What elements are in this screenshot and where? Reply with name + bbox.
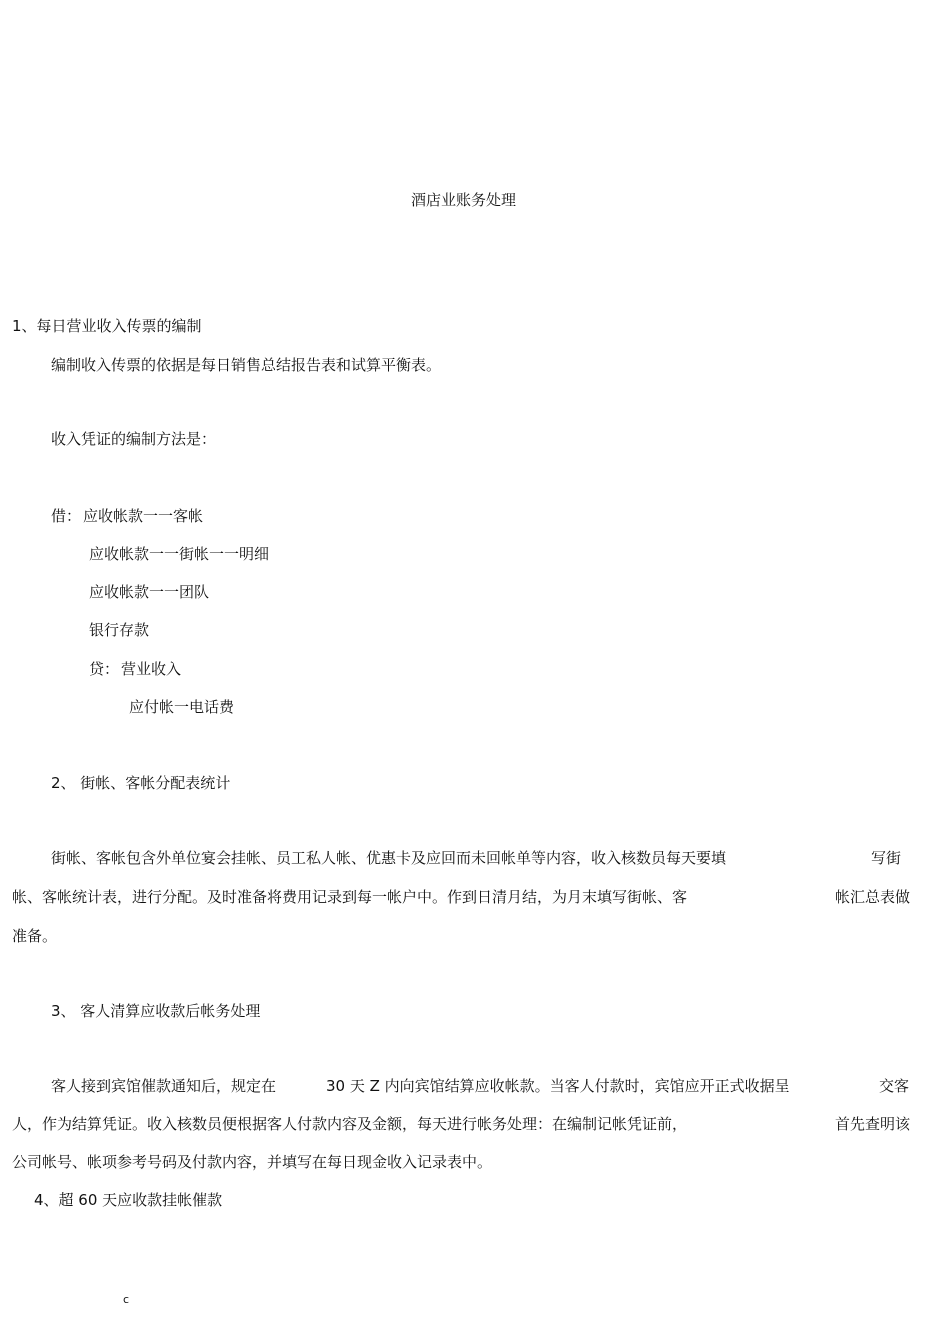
section-3-paragraph-line — [12, 1114, 910, 1134]
section-4-heading: 4、超 60 天应收款挂帐催款 — [34, 1191, 223, 1209]
document-title: 酒店业账务处理 — [411, 191, 517, 209]
credit-item: 应付帐一电话费 — [129, 698, 235, 716]
section-1-heading: 1、每日营业收入传票的编制 — [12, 317, 202, 335]
credit-item: 营业收入 — [121, 660, 182, 678]
footer-mark: c — [123, 1293, 130, 1306]
debit-item: 应收帐款一一客帐 — [83, 507, 204, 525]
section-2-heading: 2、 街帐、客帐分配表统计 — [51, 774, 231, 792]
text-segment: 30 天 Z 内向宾馆结算应收帐款。当客人付款时，宾馆应开正式收据呈 — [326, 1077, 790, 1095]
debit-item: 应收帐款一一街帐一一明细 — [89, 545, 270, 563]
text-segment: 首先查明该 — [834, 1115, 910, 1133]
section-1-basis: 编制收入传票的依据是每日销售总结报告表和试算平衡表。 — [51, 356, 442, 374]
section-2-paragraph-line — [12, 887, 910, 907]
debit-item: 应收帐款一一团队 — [89, 583, 210, 601]
text-segment: 帐汇总表做 — [834, 888, 910, 906]
section-3-heading: 3、 客人清算应收款后帐务处理 — [51, 1002, 261, 1020]
debit-item: 银行存款 — [89, 621, 150, 639]
debit-label: 借： — [51, 507, 82, 525]
text-segment: 写街 — [870, 849, 901, 867]
text-segment: 客人接到宾馆催款通知后，规定在 — [51, 1077, 277, 1095]
section-2-paragraph-line: 准备。 — [12, 927, 58, 945]
text-segment: 交客 — [879, 1077, 910, 1095]
text-segment: 人，作为结算凭证。收入核数员便根据客人付款内容及金额，每天进行帐务处理：在编制记帐凭证前， — [12, 1115, 688, 1133]
credit-label: 贷： — [89, 660, 120, 678]
section-1-method-intro: 收入凭证的编制方法是： — [51, 430, 217, 448]
section-3-paragraph-line: 公司帐号、帐项参考号码及付款内容，并填写在每日现金收入记录表中。 — [12, 1153, 493, 1171]
section-2-paragraph-line — [51, 848, 901, 868]
text-segment: 街帐、客帐包含外单位宴会挂帐、员工私人帐、优惠卡及应回而未回帐单等内容，收入核数员每天要填 — [51, 849, 727, 867]
text-segment: 帐、客帐统计表，进行分配。及时准备将费用记录到每一帐户中。作到日清月结，为月末填写街帐、客 — [12, 888, 688, 906]
